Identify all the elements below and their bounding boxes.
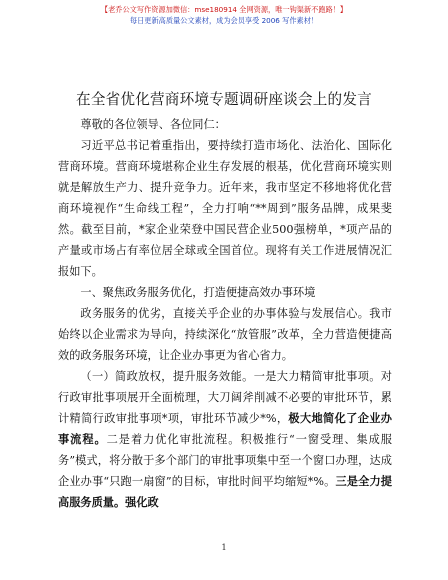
bold-text: 极大地简化了企业办事流程。 <box>58 411 392 446</box>
paragraph-text: 强化政 <box>125 495 159 509</box>
paragraph-text: 二是着力优化审批流程。积极推行“一窗受理、集成服务”模式，将分散于多个部门的审批事项集中至一个窗口办理，达成企业办事“只跑一扇窗”的目标，审批时间平均缩短*%。 <box>58 433 392 488</box>
promo-line-2: 每日更新高质量公文素材，成为会员享受 2006 写作素材！ <box>129 16 319 25</box>
document-title: 在全省优化营商环境专题调研座谈会上的发言 <box>76 91 372 108</box>
paragraph-text: （一）简政放权，提升服务效能。一是大力精简审批事项。对行政审批事项展开全面梳理，大刀阔斧削减不必要的审批环节，累计精简行政审批事项*项，审批环节减少*%， <box>58 370 392 425</box>
page-number: 1 <box>221 543 227 552</box>
bold-text: 三是全力提高服务质量。 <box>58 474 392 509</box>
document-body <box>58 114 392 513</box>
salutation: 尊敬的各位领导、各位同仁： <box>80 118 226 131</box>
promo-line-1: 【老乔公文写作资源加微信：mse180914 全网资源，唯一钩渠新不跑路！】 <box>100 5 348 14</box>
paragraph-streamline <box>58 366 392 513</box>
paragraph-gov-service: 政务服务的优劣，直接关乎企业的办事体验与发展信心。我市始终以企业需求为导向，持续深化“放管服”改革，全力营造便捷高效的政务服务环境，让企业办事更为省心省力。 <box>58 307 392 362</box>
section-heading: 一、聚焦政务服务优化，打造便捷高效办事环境 <box>80 286 316 299</box>
promo-banner <box>0 4 448 26</box>
paragraph-intro: 习近平总书记着重指出，要持续打造市场化、法治化、国际化营商环境。营商环境堪称企业生存发展的根基，优化营商环境实则就是解放生产力、提升竞争力。近年来，我市坚定不移地将优化营商环境视作“生命线工程”，全力打响“**周到”服务品牌，成果斐然。截至目前，*家企业荣登中国民营企业500强榜单，*项产品的产量或市场占有率位居全球或全国首位。现将有关工作进展情况汇报如下。 <box>58 139 392 278</box>
